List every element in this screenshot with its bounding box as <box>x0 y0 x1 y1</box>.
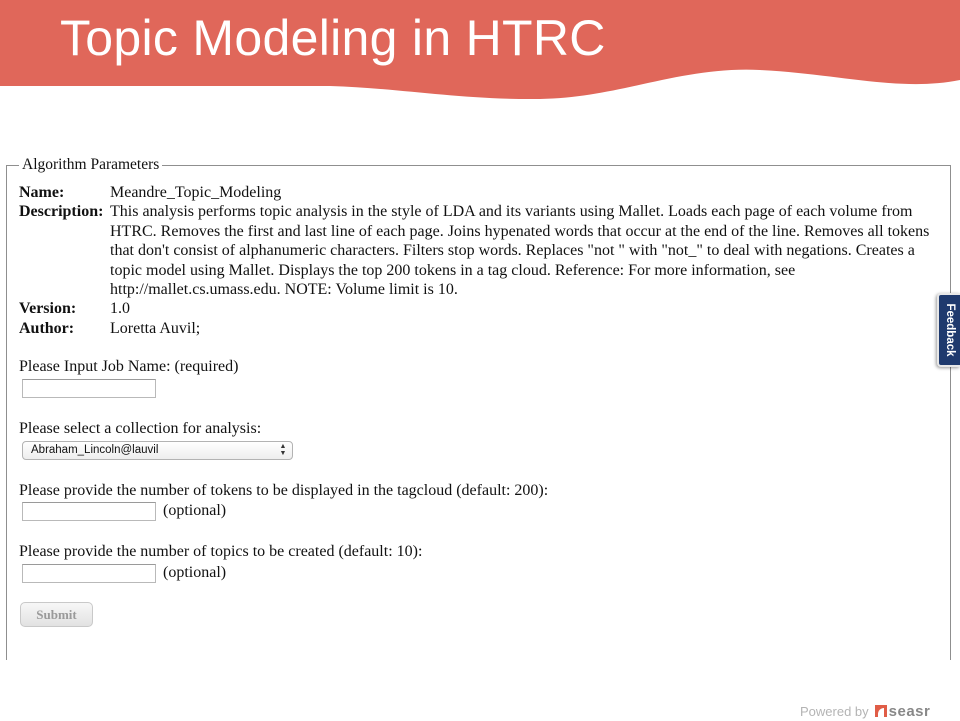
powered-by-footer <box>800 701 930 721</box>
algorithm-parameters-fieldset <box>6 156 951 660</box>
feedback-tab[interactable] <box>937 293 960 367</box>
meta-author-row <box>19 319 934 338</box>
seasr-logo <box>875 703 931 720</box>
seasr-logo-text: seasr <box>888 702 931 720</box>
powered-by-text: Powered by <box>800 703 869 719</box>
meta-name-key: Name: <box>19 184 65 201</box>
fieldset-legend: Algorithm Parameters <box>19 156 162 174</box>
submit-button[interactable]: Submit <box>20 602 93 627</box>
meta-version-key: Version: <box>19 300 77 318</box>
meta-author-key: Author: <box>19 319 75 337</box>
meta-description-value: This analysis performs topic analysis in the style of LDA and its variants using Mallet. Loads each page of each volume from HTRC. Removes the first and last line of each page. Joins hypenated words that occur at the end of the line. Removes all tokens that don't consist of alphanumeric characters. Filters stop words. Replaces "not " with "not_" to deal with negations. Creates a topic model using Mallet. Displays the top 200 tokens in a tag cloud. Reference: For more information, see http://mallet.cs.umass.edu. NOTE: Volume limit is 10. <box>110 203 930 299</box>
meta-version-value: 1.0 <box>110 300 130 318</box>
topics-input[interactable] <box>22 564 156 583</box>
header-banner <box>0 0 960 110</box>
seasr-logo-icon <box>875 705 887 717</box>
meta-description-key: Description: <box>19 203 104 221</box>
collection-selected-value: Abraham_Lincoln@lauvil <box>31 444 159 456</box>
topics-label: Please provide the number of topics to be created (default: 10): <box>19 543 423 560</box>
meta-version-row <box>19 299 934 318</box>
meta-description-row <box>19 202 934 299</box>
meta-name-row <box>19 183 934 202</box>
job-name-label: Please Input Job Name: (required) <box>19 358 239 375</box>
meta-name-value: Meandre_Topic_Modeling <box>110 184 282 201</box>
topics-optional-note: (optional) <box>163 564 227 581</box>
job-name-input[interactable] <box>22 379 156 398</box>
tokens-optional-note: (optional) <box>163 502 227 519</box>
collection-select[interactable] <box>22 441 293 460</box>
select-updown-arrows-icon: ▲ ▼ <box>279 443 287 457</box>
feedback-label: Feedback <box>943 303 956 357</box>
slide-title: Topic Modeling in HTRC <box>60 10 606 66</box>
meta-author-value: Loretta Auvil; <box>110 319 201 337</box>
algorithm-metadata <box>19 183 934 338</box>
collection-label: Please select a collection for analysis: <box>19 420 262 437</box>
tokens-label: Please provide the number of tokens to be displayed in the tagcloud (default: 200): <box>19 482 549 499</box>
tokens-input[interactable] <box>22 502 156 521</box>
